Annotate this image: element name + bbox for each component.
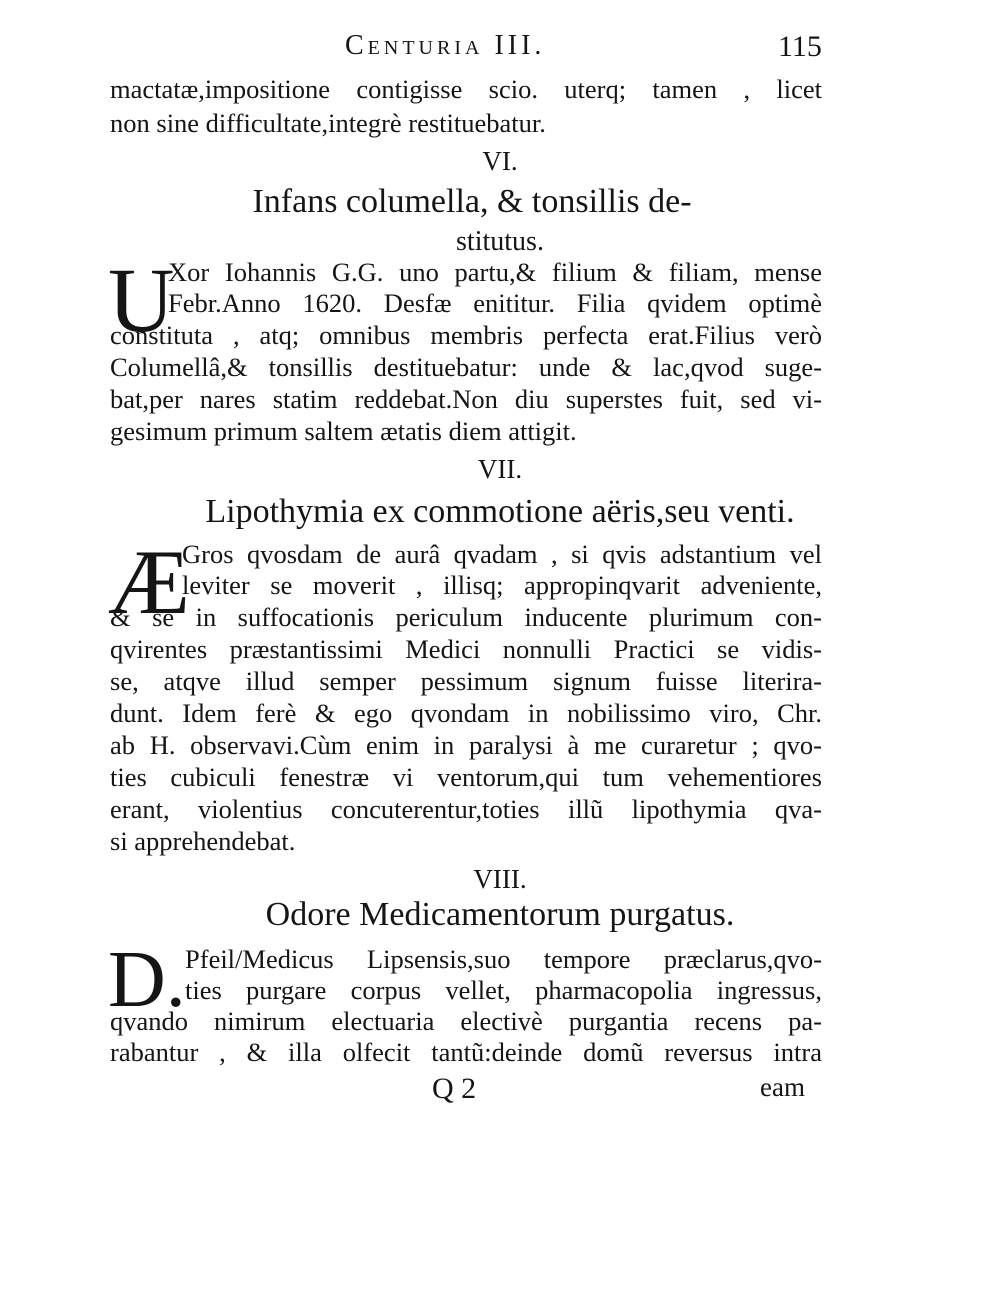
- text-line: ties cubiculi fenestræ vi ventorum,qui tum vehementiores: [110, 762, 822, 792]
- running-header: [0, 30, 1000, 70]
- text-line: bat,per nares statim reddebat.Non diu superstes fuit, sed vi-: [110, 384, 822, 414]
- text-line: Febr.Anno 1620. Desfæ enititur. Filia qvidem optimè: [168, 288, 822, 318]
- text-line: non sine difficultate,integrè restituebatur.: [110, 108, 546, 138]
- section-title: Lipothymia ex commotione aëris,seu venti.: [205, 493, 795, 530]
- text-line: rabantur , & illa olfecit tantũ:deinde domũ reversus intra: [110, 1037, 822, 1067]
- text-line: qvando nimirum electuaria electivè purgantia recens pa-: [110, 1006, 822, 1036]
- text-line: constituta , atq; omnibus membris perfecta erat.Filius verò: [110, 320, 822, 350]
- page-number: 115: [778, 30, 822, 63]
- running-head: Centuria III.: [345, 30, 546, 61]
- text-line: qvirentes præstantissimi Medici nonnulli Practici se vidis-: [110, 634, 822, 664]
- section-title: Infans columella, & tonsillis de-: [252, 183, 692, 220]
- text-line: Gros qvosdam de aurâ qvadam , si qvis adstantium vel: [182, 539, 822, 569]
- text-line: se, atqve illud semper pessimum signum fuisse literira-: [110, 666, 822, 696]
- text-line: Columellâ,& tonsillis destituebatur: unde & lac,qvod suge-: [110, 352, 822, 382]
- section-title: Odore Medicamentorum purgatus.: [265, 896, 735, 933]
- text-line: dunt. Idem ferè & ego qvondam in nobilissimo viro, Chr.: [110, 698, 822, 728]
- text-line: leviter se moverit , illisq; appropinqvarit adveniente,: [182, 570, 822, 600]
- section-numeral: VII.: [477, 454, 523, 484]
- text-line: & se in suffocationis periculum inducente plurimum con-: [110, 602, 822, 632]
- drop-cap: U: [108, 249, 175, 351]
- text-line: mactatæ,impositione contigisse scio. uterq; tamen , licet: [110, 74, 822, 104]
- text-line: Xor Iohannis G.G. uno partu,& filium & filiam, mense: [168, 257, 822, 287]
- section-title: stitutus.: [456, 226, 544, 257]
- drop-cap: D.: [108, 936, 186, 1024]
- section-numeral: VIII.: [473, 864, 527, 894]
- text-line: ties purgare corpus vellet, pharmacopolia ingressus,: [185, 975, 822, 1005]
- text-line: erant, violentius concuterentur,toties illũ lipothymia qva-: [110, 794, 822, 824]
- drop-cap: Æ: [108, 531, 190, 633]
- section-numeral: VI.: [482, 146, 518, 176]
- signature-mark: Q 2: [432, 1072, 477, 1105]
- text-line: Pfeil/Medicus Lipsensis,suo tempore præclarus,qvo-: [185, 944, 822, 974]
- text-line: gesimum primum saltem ætatis diem attigit.: [110, 416, 577, 446]
- text-line: ab H. observavi.Cùm enim in paralysi à me curaretur ; qvo-: [110, 730, 822, 760]
- text-line: si apprehendebat.: [110, 826, 296, 856]
- catchword: eam: [760, 1072, 805, 1102]
